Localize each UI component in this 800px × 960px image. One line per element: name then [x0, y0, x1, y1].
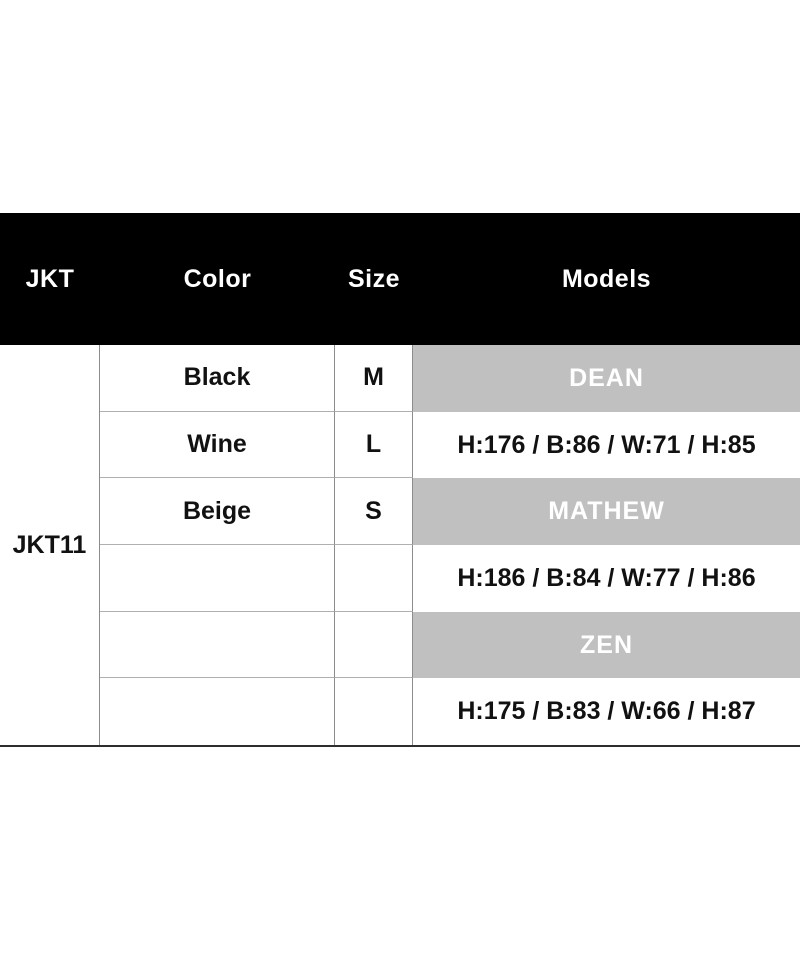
- model-name-cell: MATHEW: [413, 478, 800, 545]
- size-cell: [335, 678, 413, 745]
- header-models: Models: [561, 264, 652, 293]
- table-row: [100, 345, 800, 412]
- size-cell: L: [335, 412, 413, 479]
- table-row: [100, 612, 800, 679]
- model-measurements-cell: H:175 / B:83 / W:66 / H:87: [413, 678, 800, 745]
- table-row: [100, 678, 800, 745]
- table-rows: [100, 345, 800, 745]
- size-chart-table: [0, 345, 800, 747]
- color-cell: [100, 678, 335, 745]
- table-header: [0, 213, 800, 345]
- product-code: JKT11: [12, 530, 87, 559]
- color-cell: Wine: [100, 412, 335, 479]
- table-row: [100, 478, 800, 545]
- model-measurements-cell: H:176 / B:86 / W:71 / H:85: [413, 412, 800, 479]
- color-cell: [100, 545, 335, 612]
- size-cell: [335, 545, 413, 612]
- size-cell: [335, 612, 413, 679]
- table-row: [100, 545, 800, 612]
- model-measurements-cell: H:186 / B:84 / W:77 / H:86: [413, 545, 800, 612]
- color-cell: Black: [100, 345, 335, 412]
- table-row: [100, 412, 800, 479]
- header-color: Color: [183, 264, 252, 293]
- size-cell: S: [335, 478, 413, 545]
- model-name-cell: DEAN: [413, 345, 800, 412]
- color-cell: Beige: [100, 478, 335, 545]
- model-name-cell: ZEN: [413, 612, 800, 679]
- color-cell: [100, 612, 335, 679]
- header-jkt: JKT: [25, 264, 75, 293]
- product-code-cell: [0, 345, 100, 745]
- size-cell: M: [335, 345, 413, 412]
- header-size: Size: [347, 264, 401, 293]
